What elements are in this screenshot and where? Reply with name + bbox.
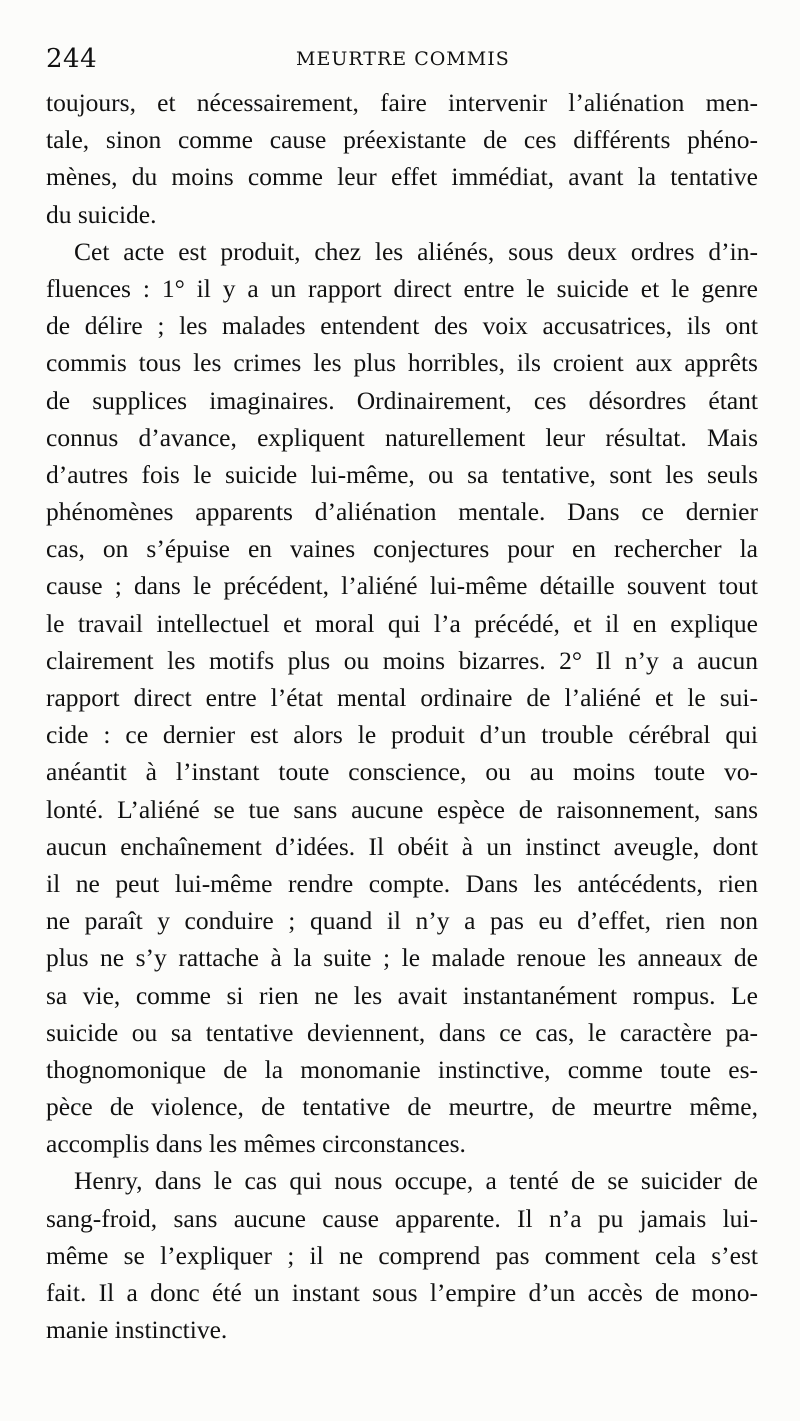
text-line: Henry, dans le cas qui nous occupe, a tenté de se suicider de (74, 1166, 758, 1196)
paragraph (46, 84, 758, 233)
text-line: aucun enchaînement d’idées. Il obéit à un instinct aveugle, dont (46, 831, 758, 861)
text-line: de supplices imaginaires. Ordinairement, ces désordres étant (46, 385, 758, 415)
text-line: fait. Il a donc été un instant sous l’empire d’un accès de mono- (46, 1278, 758, 1307)
text-line: accomplis dans les mêmes circonstances. (46, 1129, 466, 1159)
text-line: il ne peut lui-même rendre compte. Dans les antécédents, rien (46, 868, 758, 898)
text-line: Cet acte est produit, chez les aliénés, sous deux ordres d’in- (74, 236, 758, 266)
text-line: le travail intellectuel et moral qui l’a précédé, et il en explique (46, 608, 758, 638)
running-head: MEURTRE COMMIS (296, 48, 510, 70)
text-line: suicide ou sa tentative deviennent, dans ce cas, le caractère pa- (46, 1017, 758, 1047)
paragraph (46, 1162, 758, 1348)
page-number: 244 (46, 44, 98, 74)
text-line: thognomonique de la monomanie instinctive, comme toute es- (46, 1054, 758, 1084)
text-line: pèce de violence, de tentative de meurtre, de meurtre même, (46, 1092, 758, 1122)
text-line: sa vie, comme si rien ne les avait instantanément rompus. Le (46, 980, 758, 1010)
text-line: clairement les motifs plus ou moins bizarres. 2° Il n’y a aucun (46, 645, 758, 675)
text-line: cide : ce dernier est alors le produit d’un trouble cérébral qui (46, 720, 758, 750)
text-line: sang-froid, sans aucune cause apparente. Il n’a pu jamais lui- (46, 1203, 758, 1233)
body-text (46, 84, 758, 1348)
text-line: cause ; dans le précédent, l’aliéné lui-même détaille souvent tout (46, 571, 758, 601)
paragraph (46, 233, 758, 1163)
text-line: manie instinctive. (46, 1315, 228, 1345)
text-line: lonté. L’aliéné se tue sans aucune espèce de raisonnement, sans (46, 794, 758, 824)
text-line: tale, sinon comme cause préexistante de ces différents phéno- (46, 125, 758, 155)
text-line: toujours, et nécessairement, faire intervenir l’aliénation men- (46, 88, 758, 117)
text-line: commis tous les crimes les plus horribles, ils croient aux apprêts (46, 348, 758, 378)
page-header (46, 44, 750, 80)
text-line: de délire ; les malades entendent des voix accusatrices, ils ont (46, 311, 758, 341)
text-line: fluences : 1° il y a un rapport direct entre le suicide et le genre (46, 273, 758, 303)
text-line: du suicide. (46, 199, 157, 229)
text-line: rapport direct entre l’état mental ordinaire de l’aliéné et le sui- (46, 683, 758, 712)
text-line: d’autres fois le suicide lui-même, ou sa tentative, sont les seuls (46, 459, 758, 489)
text-line: même se l’expliquer ; il ne comprend pas comment cela s’est (46, 1240, 758, 1270)
text-line: plus ne s’y rattache à la suite ; le malade renoue les anneaux de (46, 943, 758, 973)
text-line: ne paraît y conduire ; quand il n’y a pas eu d’effet, rien non (46, 906, 758, 936)
text-line: cas, on s’épuise en vaines conjectures pour en rechercher la (46, 534, 758, 564)
text-line: anéantit à l’instant toute conscience, ou au moins toute vo- (46, 757, 758, 787)
text-line: phénomènes apparents d’aliénation mentale. Dans ce dernier (46, 497, 758, 527)
text-line: mènes, du moins comme leur effet immédiat, avant la tentative (46, 162, 758, 192)
text-line: connus d’avance, expliquent naturellement leur résultat. Mais (46, 422, 758, 452)
